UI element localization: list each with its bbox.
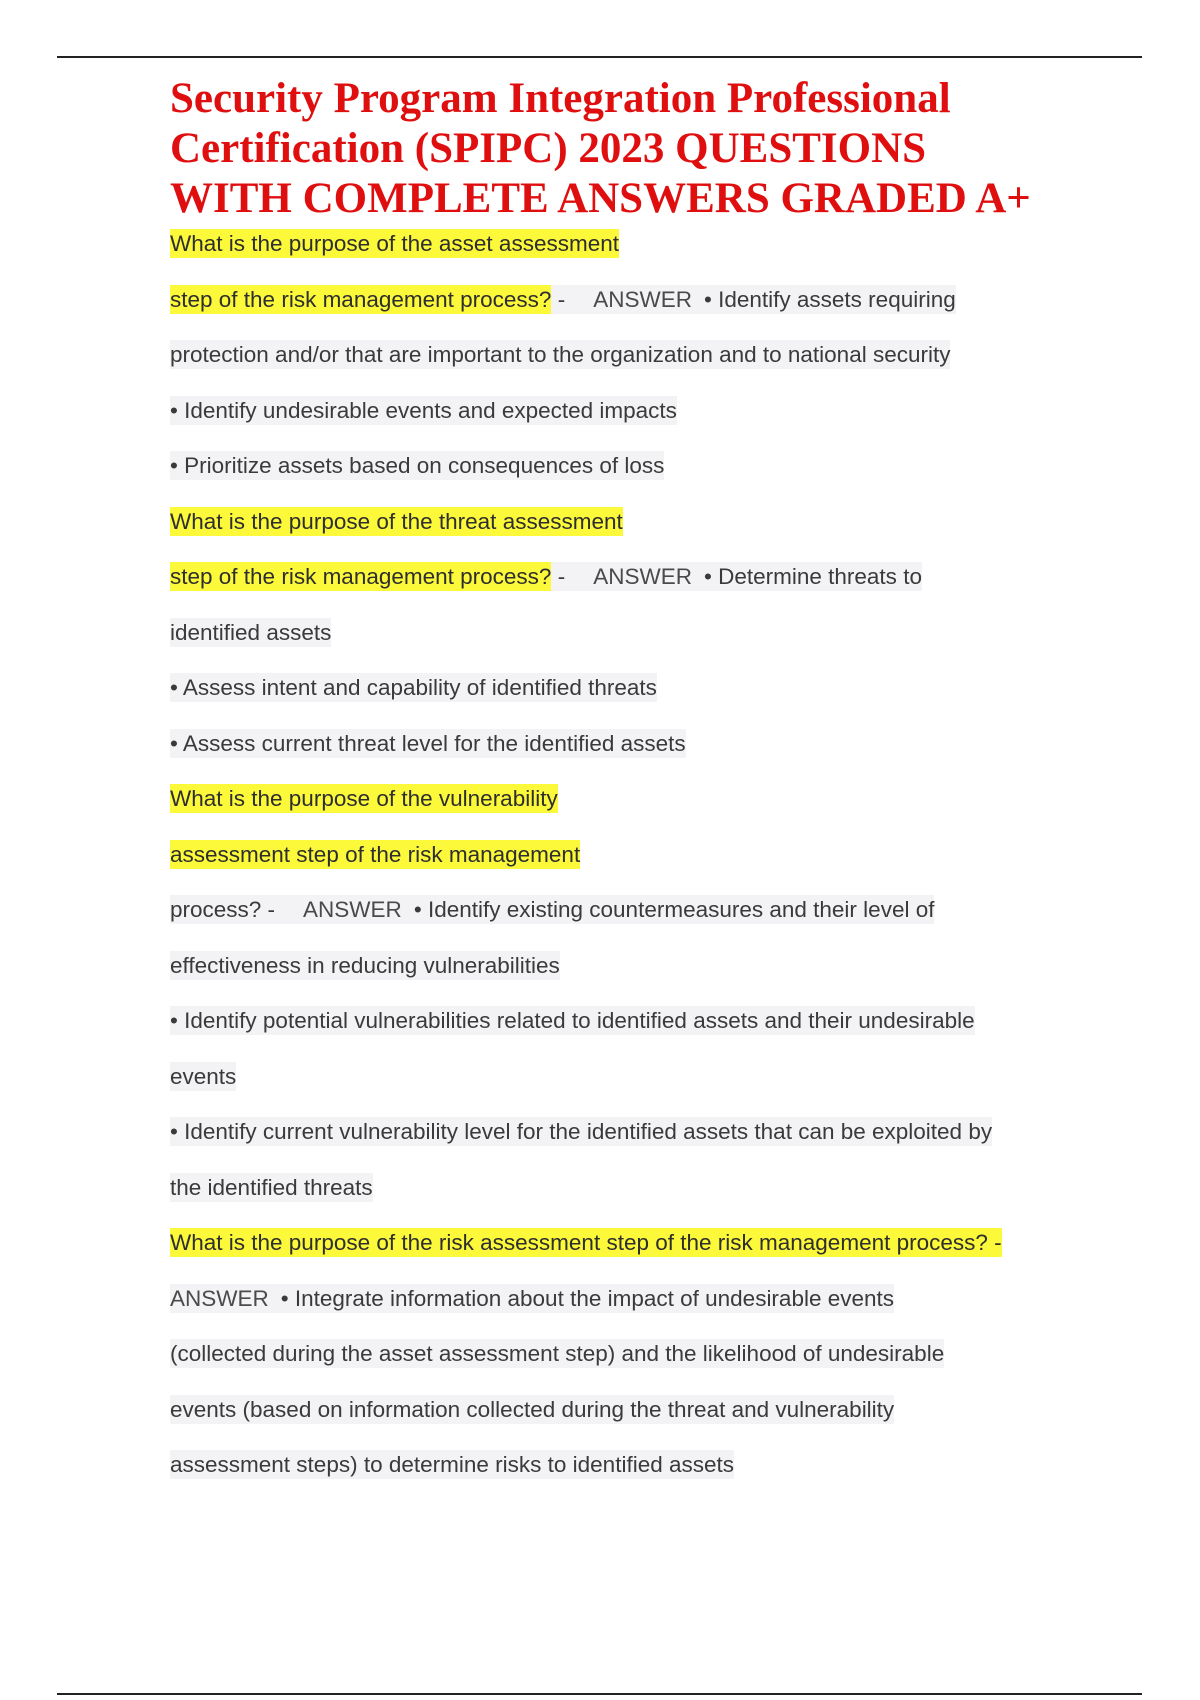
question-text: What is the purpose of the risk assessment step of the risk management process? - (170, 1230, 1002, 1255)
title-line: Certification (SPIPC) 2023 QUESTIONS (170, 125, 927, 172)
question-text: What is the purpose of the asset assessment (170, 231, 619, 256)
answer-text: the identified threats (170, 1174, 373, 1200)
question-line (170, 1223, 1090, 1279)
question-text: step of the risk management process? (170, 286, 552, 312)
question-text: What is the purpose of the vulnerability (170, 786, 558, 811)
answer-line (170, 335, 1090, 391)
answer-line (170, 890, 1090, 946)
question-line (170, 557, 1090, 613)
title-line: Security Program Integration Professional (170, 75, 951, 122)
question-text: step of the risk management process? (170, 564, 552, 589)
answer-line (170, 1445, 1090, 1501)
answer-line (170, 1168, 1090, 1224)
answer-line (170, 946, 1090, 1002)
document-body (170, 74, 1090, 1501)
question-tail: process? - (170, 897, 276, 922)
answer-line (170, 1001, 1090, 1057)
question-text: assessment step of the risk management (170, 841, 581, 867)
answer-text: • Identify existing countermeasures and their level of (413, 897, 935, 922)
answer-text: • Identify assets requiring (703, 286, 956, 312)
answer-text: • Integrate information about the impact of undesirable events (280, 1285, 895, 1311)
answer-text: • Assess intent and capability of identified threats (170, 675, 657, 700)
answer-line (170, 391, 1090, 447)
document-title (170, 74, 1090, 224)
answer-line (170, 1057, 1090, 1113)
separator: - (557, 286, 566, 312)
title-line: WITH COMPLETE ANSWERS GRADED A+ (170, 175, 1031, 222)
answer-line (170, 446, 1090, 502)
answer-text: • Determine threats to (703, 564, 922, 589)
answer-text: protection and/or that are important to the organization and to national security (170, 342, 951, 367)
answer-line (170, 668, 1090, 724)
answer-marker: ANSWER (170, 1285, 269, 1311)
answer-marker: ANSWER (593, 286, 692, 312)
answer-text: • Identify undesirable events and expected impacts (170, 397, 677, 423)
question-line (170, 779, 1090, 835)
answer-line (170, 613, 1090, 669)
answer-line (170, 1112, 1090, 1168)
answer-text: • Identify current vulnerability level for the identified assets that can be exploited by (170, 1119, 993, 1144)
answer-text: effectiveness in reducing vulnerabilities (170, 952, 560, 978)
answer-marker: ANSWER (303, 897, 402, 922)
bottom-rule (57, 1693, 1142, 1695)
answer-marker: ANSWER (593, 564, 692, 589)
qa-item-risk-assessment (170, 1223, 1090, 1501)
answer-text: assessment steps) to determine risks to identified assets (170, 1452, 734, 1477)
qa-item-asset-assessment (170, 224, 1090, 502)
question-line (170, 224, 1090, 280)
answer-text: • Identify potential vulnerabilities related to identified assets and their undesirable (170, 1008, 975, 1033)
separator: - (557, 564, 566, 589)
answer-line (170, 724, 1090, 780)
qa-item-threat-assessment (170, 502, 1090, 780)
answer-text: (collected during the asset assessment step) and the likelihood of undesirable (170, 1341, 945, 1366)
answer-line (170, 1279, 1090, 1335)
top-rule (57, 56, 1142, 58)
answer-line (170, 1390, 1090, 1446)
qa-item-vulnerability-assessment (170, 779, 1090, 1223)
answer-text: events (based on information collected during the threat and vulnerability (170, 1396, 895, 1422)
question-line (170, 502, 1090, 558)
answer-text: • Assess current threat level for the identified assets (170, 730, 686, 756)
answer-text: events (170, 1063, 237, 1089)
answer-line (170, 1334, 1090, 1390)
question-line (170, 835, 1090, 891)
answer-text: identified assets (170, 619, 332, 645)
answer-text: • Prioritize assets based on consequences of loss (170, 453, 665, 478)
question-text: What is the purpose of the threat assessment (170, 508, 623, 534)
question-line (170, 280, 1090, 336)
